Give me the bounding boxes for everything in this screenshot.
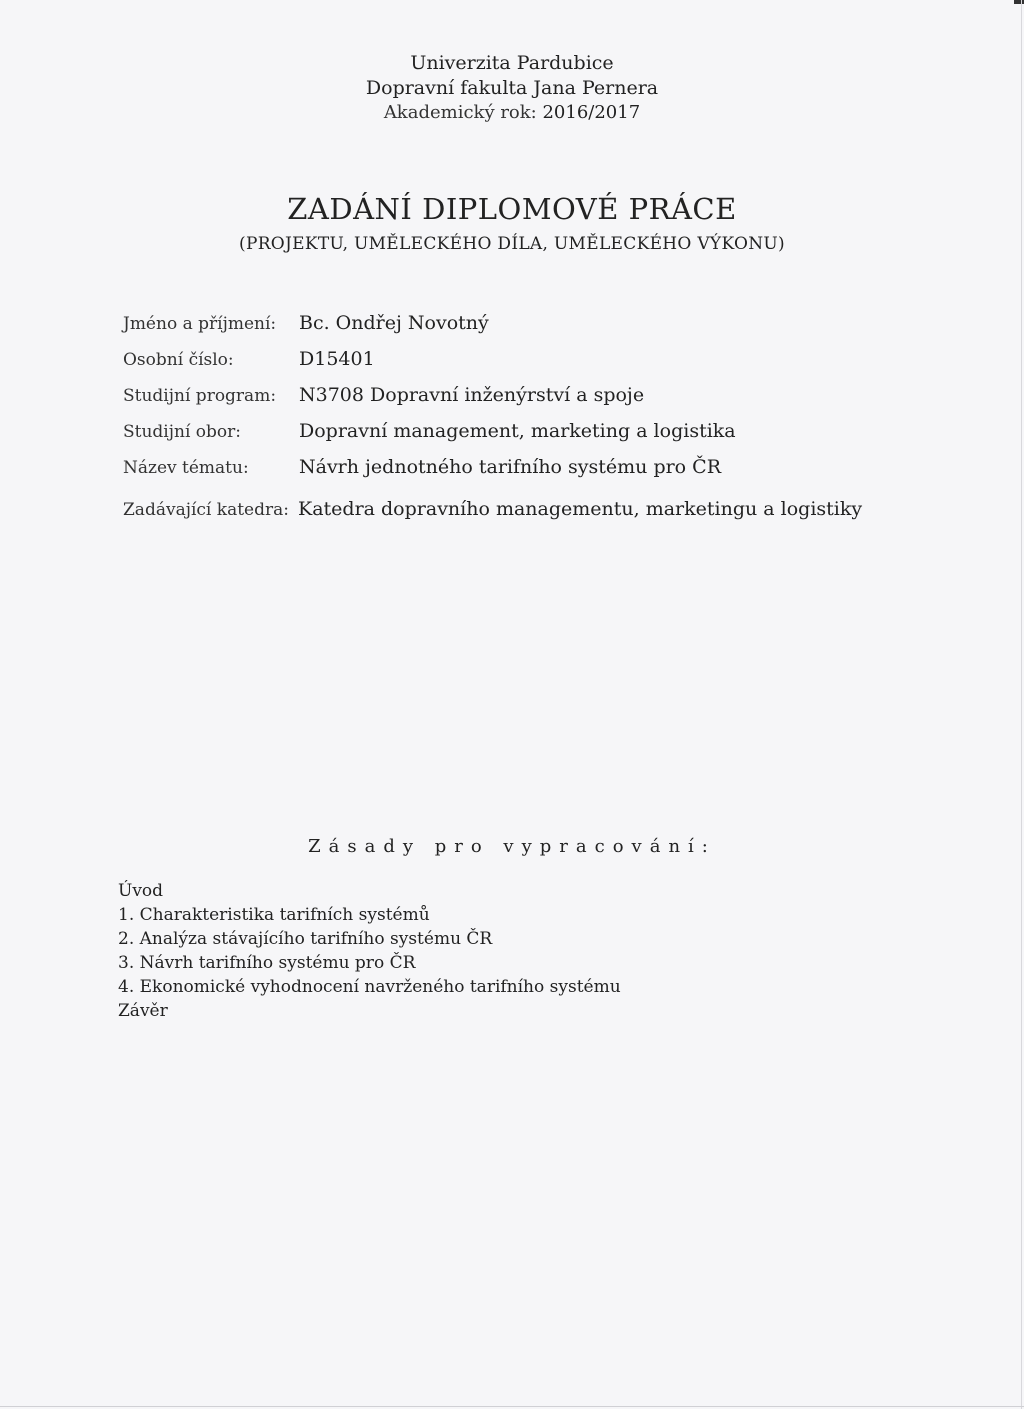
field-study-program [123,380,903,416]
academic-year-label: Akademický rok: [383,102,537,123]
outline-item: 2. Analýza stávajícího tarifního systému ČR [118,929,493,949]
field-department [123,494,903,530]
outline-item: 4. Ekonomické vyhodnocení navrženého tarifního systému [118,977,621,997]
outline-item: Úvod [118,881,164,901]
scan-edge-line-bottom [0,1406,1024,1407]
scan-edge-mark [1014,0,1024,4]
document-title: ZADÁNÍ DIPLOMOVÉ PRÁCE [287,192,737,226]
field-label: Studijní program: [123,386,277,406]
field-study-field [123,416,903,452]
academic-year [0,102,1024,123]
student-info-fields [123,308,903,530]
field-label: Název tématu: [123,458,249,478]
principles-heading: Zásady pro vypracování: [308,836,716,857]
field-name [123,308,903,344]
document-subtitle: (PROJEKTU, UMĚLECKÉHO DÍLA, UMĚLECKÉHO VÝKONU) [239,234,785,254]
field-value: Dopravní management, marketing a logistika [299,420,736,442]
university-name: Univerzita Pardubice [410,52,614,74]
faculty-name: Dopravní fakulta Jana Pernera [365,77,659,99]
field-topic [123,452,903,488]
field-value: N3708 Dopravní inženýrství a spoje [299,384,645,406]
field-label: Zadávající katedra: [123,500,289,520]
field-personal-number [123,344,903,380]
field-label: Studijní obor: [123,422,242,442]
field-value: D15401 [299,348,375,370]
principles-outline [118,879,621,1023]
field-label: Jméno a příjmení: [123,314,277,334]
field-value: Návrh jednotného tarifního systému pro ČR [299,456,722,478]
outline-item: 1. Charakteristika tarifních systémů [118,905,430,925]
field-value: Bc. Ondřej Novotný [299,312,489,334]
academic-year-value: 2016/2017 [542,102,641,123]
outline-item: Závěr [118,1001,168,1021]
field-value: Katedra dopravního managementu, marketingu a logistiky [298,498,863,520]
outline-item: 3. Návrh tarifního systému pro ČR [118,953,416,973]
field-label: Osobní číslo: [123,350,234,370]
